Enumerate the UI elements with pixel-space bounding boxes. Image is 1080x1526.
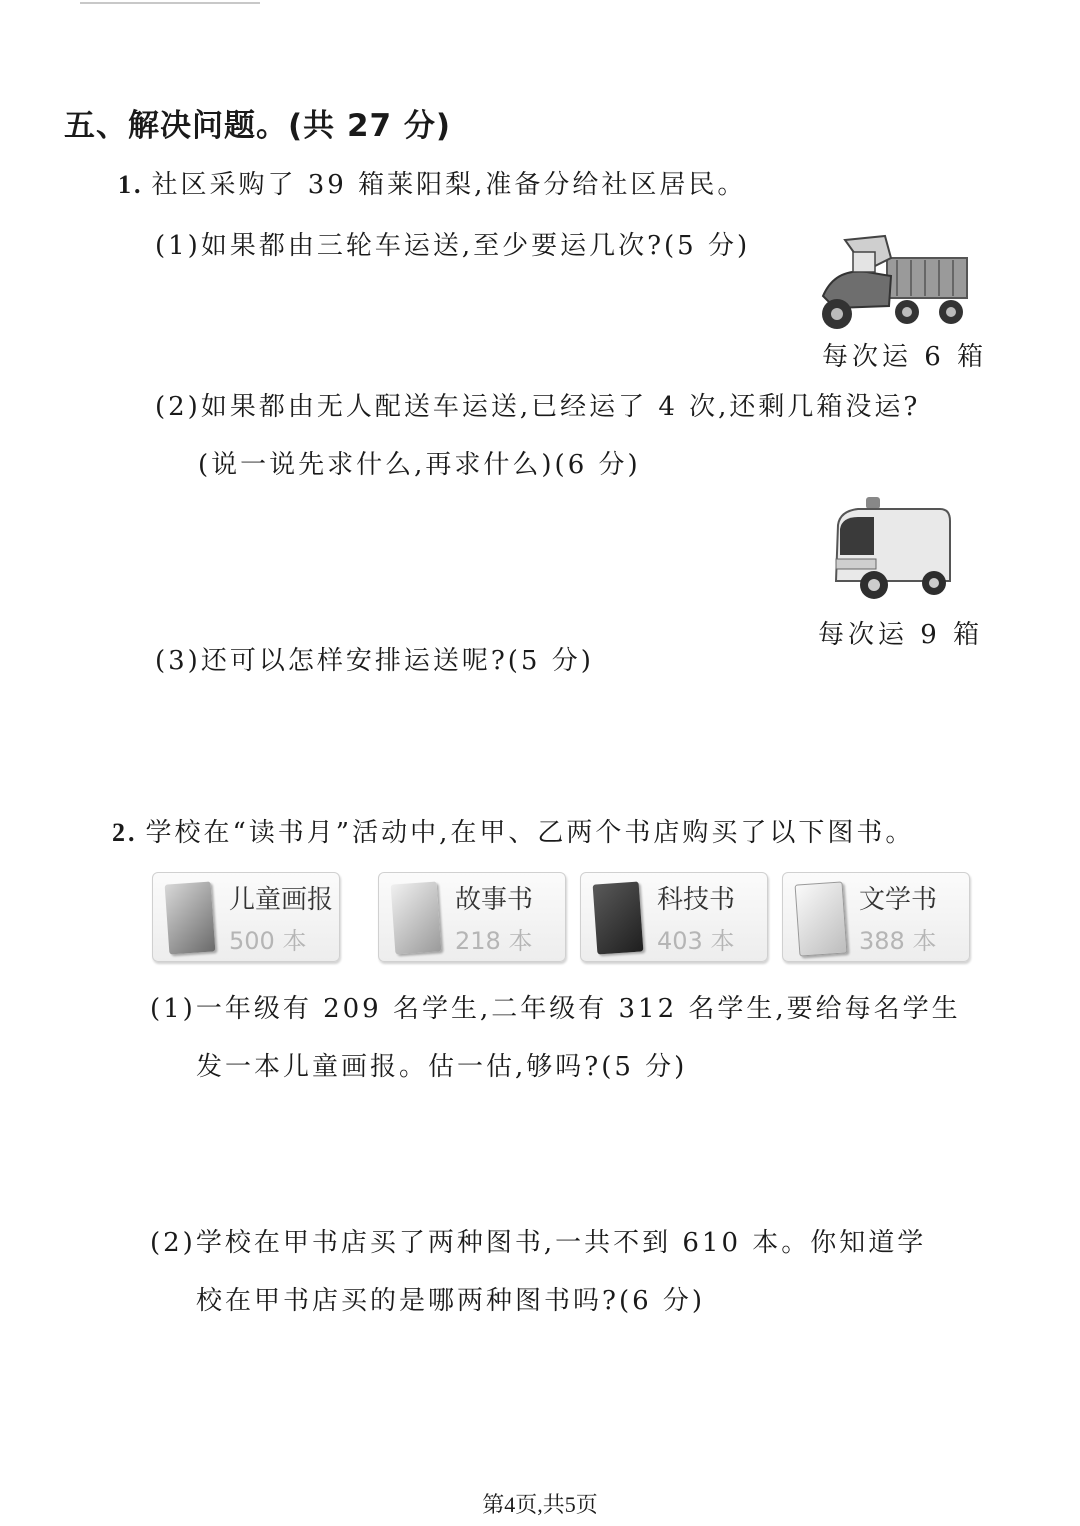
page-number: 第4页,共5页	[482, 1492, 598, 1517]
book-name: 科技书	[657, 885, 736, 915]
book-card-picture-magazine	[152, 872, 340, 962]
book-count: 403 本	[657, 927, 735, 955]
book-cover-icon	[391, 881, 442, 954]
book-count: 218 本	[455, 927, 533, 955]
tricycle-caption: 每次运 6 箱	[822, 342, 988, 372]
book-card-literature-book	[782, 872, 970, 962]
problem-2-question-2-line-2: 校在甲书店买的是哪两种图书吗?(6 分)	[196, 1286, 706, 1316]
book-cover-icon	[165, 881, 216, 954]
book-name: 故事书	[455, 885, 534, 915]
book-name: 儿童画报	[229, 885, 334, 915]
book-cover-icon	[795, 881, 848, 956]
book-count: 500 本	[229, 927, 307, 955]
delivery-van-icon	[828, 495, 958, 610]
book-name: 文学书	[859, 885, 938, 915]
problem-2-question-2-line-1: (2)学校在甲书店买了两种图书,一共不到 610 本。你知道学	[150, 1228, 927, 1258]
book-count: 388 本	[859, 927, 937, 955]
problem-1-question-3: (3)还可以怎样安排运送呢?(5 分)	[155, 646, 594, 676]
tricycle-icon	[815, 228, 975, 333]
problem-1-number: 1.	[118, 170, 144, 199]
problem-2-question-1-line-2: 发一本儿童画报。估一估,够吗?(5 分)	[196, 1052, 688, 1082]
problem-1-stem	[118, 164, 746, 201]
problem-1-question-2-line-1: (2)如果都由无人配送车运送,已经运了 4 次,还剩几箱没运?	[155, 392, 921, 422]
problem-1-stem-text: 社区采购了 39 箱莱阳梨,准备分给社区居民。	[151, 170, 747, 200]
van-caption: 每次运 9 箱	[818, 620, 984, 650]
problem-2-question-1-line-1: (1)一年级有 209 名学生,二年级有 312 名学生,要给每名学生	[150, 994, 961, 1024]
top-rule	[80, 2, 260, 4]
problem-2-number: 2.	[112, 818, 138, 847]
problem-1-question-2-line-2: (说一说先求什么,再求什么)(6 分)	[198, 450, 641, 480]
section-title: 五、解决问题。(共 27 分)	[64, 108, 452, 144]
book-card-story-book	[378, 872, 566, 962]
book-cover-icon	[593, 881, 644, 954]
problem-2-stem	[112, 812, 914, 849]
book-card-science-book	[580, 872, 768, 962]
problem-1-question-1: (1)如果都由三轮车运送,至少要运几次?(5 分)	[155, 231, 751, 261]
problem-2-stem-text: 学校在“读书月”活动中,在甲、乙两个书店购买了以下图书。	[145, 818, 915, 848]
